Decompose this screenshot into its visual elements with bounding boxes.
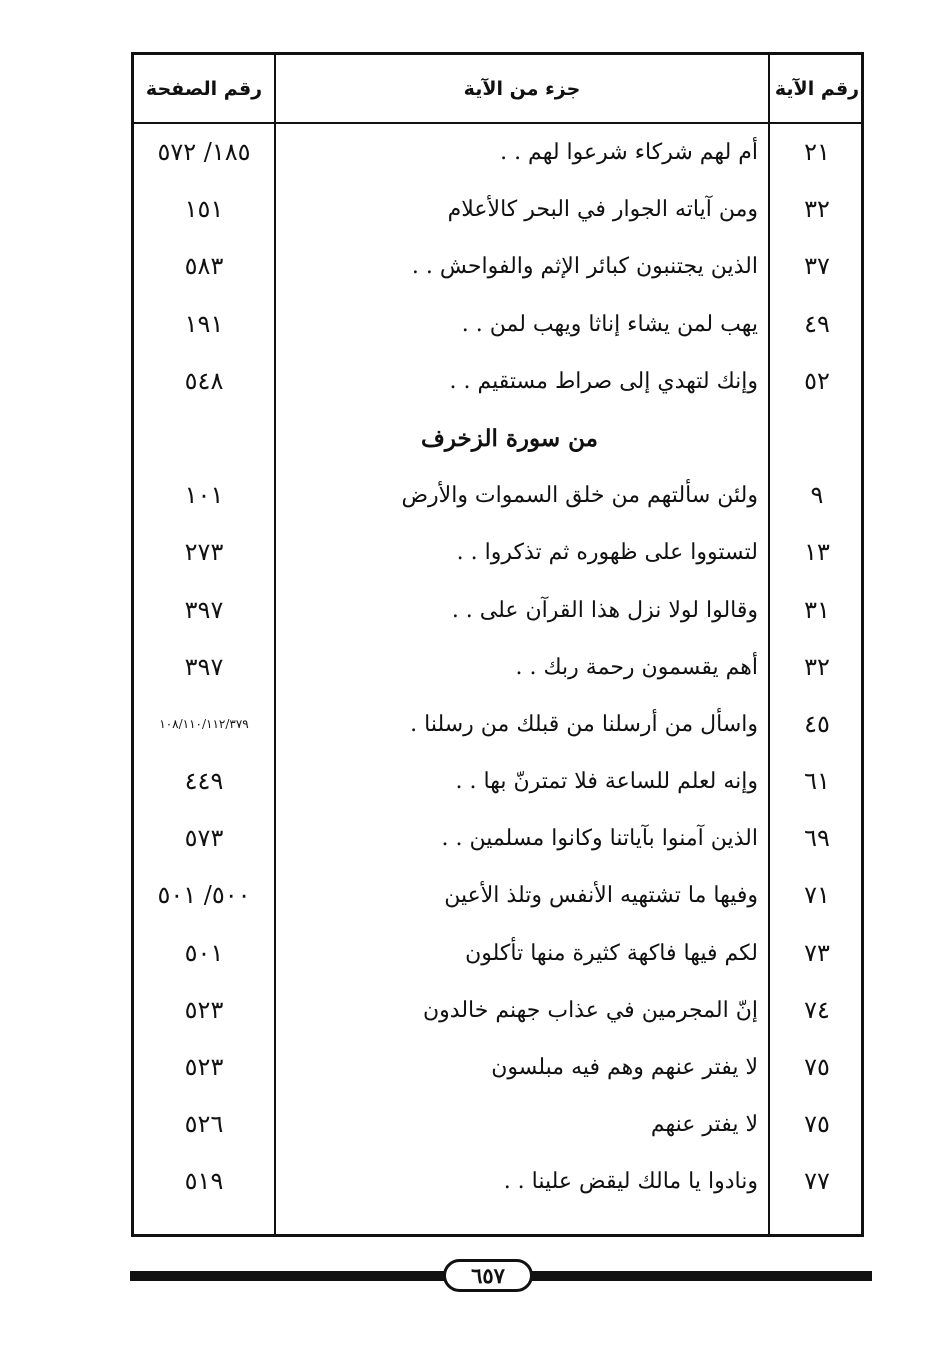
verse-number-cell: ٤٥ bbox=[804, 709, 830, 738]
header-verse-part: جزء من الآية bbox=[463, 78, 581, 100]
table-row bbox=[134, 810, 861, 867]
verse-text-cell: الذين آمنوا بآياتنا وكانوا مسلمين . . bbox=[441, 826, 758, 852]
page-number-cell: ٥٢٣ bbox=[184, 1053, 224, 1081]
verse-number-cell: ٣١ bbox=[804, 595, 830, 624]
verse-text-cell: الذين يجتنبون كبائر الإثم والفواحش . . bbox=[411, 254, 758, 280]
verse-text-cell: وفيها ما تشتهيه الأنفس وتلذ الأعين bbox=[444, 883, 758, 909]
table-row bbox=[134, 982, 861, 1039]
table-row bbox=[134, 867, 861, 924]
page-number-cell: ٣٩٧ bbox=[184, 595, 224, 624]
verse-number-cell: ٦٩ bbox=[804, 824, 830, 853]
page-number-cell: ١٩١ bbox=[184, 309, 224, 338]
index-table bbox=[131, 52, 864, 1237]
verse-text-cell: وإنه لعلم للساعة فلا تمترنّ بها . . bbox=[455, 769, 758, 795]
page-number-cell: ٥٠٠/ ٥٠١ bbox=[157, 881, 251, 910]
table-row bbox=[134, 467, 861, 524]
verse-text-cell: أم لهم شركاء شرعوا لهم . . bbox=[500, 140, 758, 165]
page-number-cell: ١٨٥/ ٥٧٢ bbox=[157, 138, 251, 166]
page-number-cell: ٥٢٣ bbox=[184, 995, 224, 1024]
verse-text-cell: وقالوا لولا نزل هذا القرآن على . . bbox=[451, 597, 758, 623]
page-number-cell: ١٠٨/١١٠/١١٢/٣٧٩ bbox=[159, 716, 249, 731]
table-body bbox=[134, 124, 861, 1211]
page-number-cell: ٥٤٨ bbox=[184, 366, 224, 395]
verse-text-cell: يهب لمن يشاء إناثا ويهب لمن . . bbox=[461, 311, 758, 337]
verse-number-cell: ٣٢ bbox=[804, 195, 830, 224]
section-title: من سورة الزخرف bbox=[421, 424, 598, 452]
verse-text-cell: ولئن سألتهم من خلق السموات والأرض bbox=[401, 483, 758, 509]
table-row bbox=[134, 238, 861, 295]
table-row bbox=[134, 582, 861, 639]
table-row bbox=[134, 1039, 861, 1096]
page-number-cell: ٥٧٣ bbox=[184, 824, 224, 853]
verse-number-cell: ٣٧ bbox=[804, 252, 830, 281]
page-number-cell: ٣٩٧ bbox=[184, 652, 224, 681]
table-row bbox=[134, 696, 861, 753]
verse-text-cell: لا يفتر عنهم bbox=[650, 1112, 758, 1138]
header-page-number: رقم الصفحة bbox=[145, 78, 263, 100]
table-row bbox=[134, 639, 861, 696]
table-row bbox=[134, 296, 861, 353]
table-row bbox=[134, 181, 861, 238]
verse-number-cell: ٦١ bbox=[804, 767, 830, 796]
page-number-cell: ٢٧٣ bbox=[184, 538, 224, 567]
verse-number-cell: ٧١ bbox=[804, 881, 830, 910]
verse-number-cell: ٥٢ bbox=[804, 366, 830, 395]
verse-number-cell: ٤٩ bbox=[804, 309, 830, 338]
table-row bbox=[134, 1096, 861, 1153]
page-number-cell: ٥٢٦ bbox=[184, 1110, 224, 1139]
verse-text-cell: وإنك لتهدي إلى صراط مستقيم . . bbox=[449, 368, 758, 394]
page-number-cell: ٥٠١ bbox=[184, 938, 224, 967]
section-heading-row bbox=[134, 410, 861, 467]
verse-number-cell: ٧٣ bbox=[804, 938, 830, 967]
verse-text-cell: واسأل من أرسلنا من قبلك من رسلنا . bbox=[410, 711, 758, 737]
header-verse-number: رقم الآية bbox=[774, 78, 860, 100]
verse-text-cell: ومن آياته الجوار في البحر كالأعلام bbox=[447, 197, 758, 223]
verse-number-cell: ٧٥ bbox=[804, 1110, 830, 1139]
verse-number-cell: ٣٢ bbox=[804, 652, 830, 681]
verse-text-cell: إنّ المجرمين في عذاب جهنم خالدون bbox=[423, 997, 758, 1023]
table-row bbox=[134, 753, 861, 810]
page-number-cell: ٤٤٩ bbox=[184, 767, 224, 796]
table-row bbox=[134, 1153, 861, 1210]
verse-number-cell: ٧٧ bbox=[804, 1167, 830, 1196]
page-number-cell: ١٥١ bbox=[184, 195, 224, 224]
table-row bbox=[134, 124, 861, 181]
page-number-cell: ٥١٩ bbox=[184, 1167, 224, 1196]
page-number-badge: ٦٥٧ bbox=[443, 1259, 533, 1292]
verse-text-cell: لكم فيها فاكهة كثيرة منها تأكلون bbox=[465, 940, 758, 966]
table-row bbox=[134, 925, 861, 982]
verse-number-cell: ٢١ bbox=[804, 138, 830, 166]
page-number-cell: ١٠١ bbox=[184, 481, 224, 510]
verse-number-cell: ١٣ bbox=[804, 538, 830, 567]
verse-text-cell: لتستووا على ظهوره ثم تذكروا . . bbox=[456, 540, 758, 566]
table-row bbox=[134, 353, 861, 410]
verse-number-cell: ٧٤ bbox=[804, 995, 830, 1024]
verse-number-cell: ٧٥ bbox=[804, 1053, 830, 1081]
verse-text-cell: ونادوا يا مالك ليقض علينا . . bbox=[503, 1169, 758, 1195]
verse-number-cell: ٩ bbox=[810, 481, 824, 510]
page-number-cell: ٥٨٣ bbox=[184, 252, 224, 281]
verse-text-cell: لا يفتر عنهم وهم فيه مبلسون bbox=[491, 1055, 758, 1080]
verse-text-cell: أهم يقسمون رحمة ربك . . bbox=[515, 654, 758, 680]
table-row bbox=[134, 524, 861, 581]
